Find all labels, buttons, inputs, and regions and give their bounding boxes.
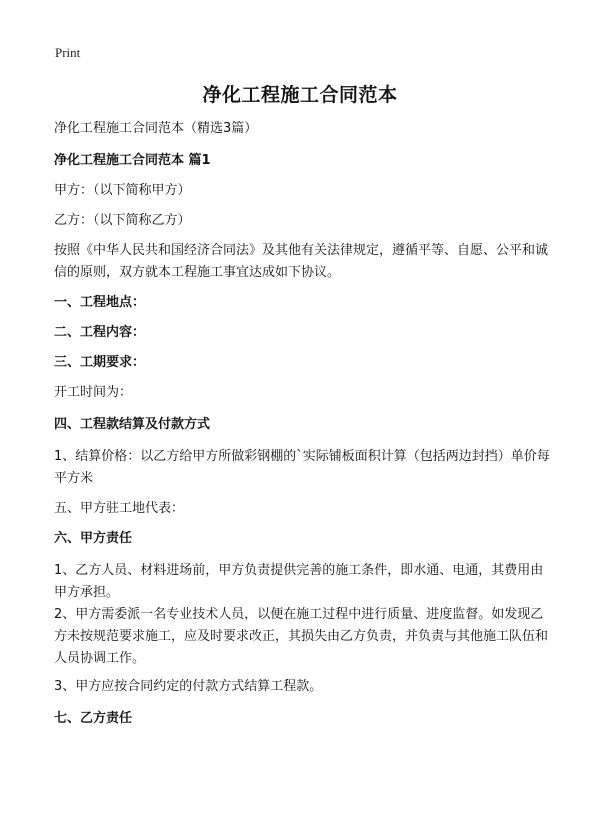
print-label: Print (55, 45, 81, 60)
clause-heading-party-a-duties: 六、甲方责任 (54, 531, 133, 546)
duty-paragraph-1: 1、乙方人员、材料进场前，甲方负责提供完善的施工条件，即水通、电通，其费用由甲方承担。 (54, 563, 544, 600)
duty-paragraph-2: 2、甲方需委派一名专业技术人员，以便在施工过程中进行质量、进度监督。如发现乙方未按规范要求施工，应及时要求改正，其损失由乙方负责，并负责与其他施工队伍和人员协调工作。 (54, 607, 549, 666)
intro-paragraph: 按照《中华人民共和国经济合同法》及其他有关法律规定，遵循平等、自愿、公平和诚信的原则，双方就本工程施工事宜达成如下协议。 (54, 243, 549, 280)
clause-heading-location: 一、工程地点： (54, 295, 146, 310)
clause-heading-party-b-duties: 七、乙方责任 (54, 711, 133, 726)
clause-heading-schedule: 三、工期要求： (54, 355, 146, 370)
start-time-line: 开工时间为： (54, 385, 133, 400)
party-a-line: 甲方：（以下简称甲方） (54, 183, 191, 198)
party-b-line: 乙方：（以下简称乙方） (54, 213, 191, 228)
site-representative-line: 五、甲方驻工地代表： (54, 501, 185, 516)
section-heading: 净化工程施工合同范本 篇1 (54, 153, 211, 168)
clause-heading-content: 二、工程内容： (54, 325, 146, 340)
settlement-paragraph: 1、结算价格：以乙方给甲方所做彩钢棚的`实际铺板面积计算（包括两边封挡）单价每平方米 (54, 449, 550, 486)
document-subtitle: 净化工程施工合同范本（精选3篇） (54, 121, 258, 136)
clause-heading-payment: 四、工程款结算及付款方式 (54, 417, 211, 432)
duty-paragraph-3: 3、甲方应按合同约定的付款方式结算工程款。 (54, 679, 323, 694)
document-title: 净化工程施工合同范本 (202, 84, 398, 106)
